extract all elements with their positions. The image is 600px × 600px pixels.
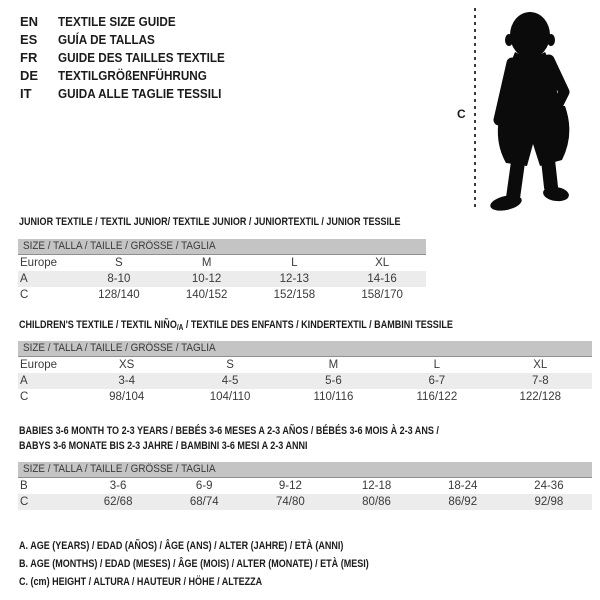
table-cell: S bbox=[115, 257, 123, 269]
table-row bbox=[18, 271, 426, 287]
table-cell: 80/86 bbox=[362, 496, 391, 508]
table-row bbox=[18, 255, 426, 271]
language-list bbox=[20, 13, 243, 103]
children-section-title-text bbox=[19, 319, 453, 332]
table-cell: 152/158 bbox=[273, 289, 316, 301]
language-row-en bbox=[20, 13, 243, 31]
footnote-c-text: C. (cm) HEIGHT / ALTURA / HAUTEUR / HÖHE / ALTEZZA bbox=[19, 576, 263, 588]
babies-size-header-bar bbox=[18, 462, 592, 478]
table-cell: 122/128 bbox=[519, 391, 562, 403]
table-cell: 128/140 bbox=[98, 289, 140, 301]
baby-silhouette-icon bbox=[485, 8, 593, 213]
children-section-title bbox=[19, 319, 548, 332]
table-cell: S bbox=[226, 359, 234, 371]
language-row-de bbox=[20, 67, 243, 85]
table-cell: 5-6 bbox=[325, 375, 342, 387]
children-size-header-text: SIZE / TALLA / TAILLE / GRÖSSE / TAGLIA bbox=[23, 342, 216, 354]
junior-section-title bbox=[19, 216, 484, 228]
footnote-a bbox=[19, 537, 446, 555]
table-cell: 7-8 bbox=[531, 375, 549, 387]
table-cell: 86/92 bbox=[448, 496, 478, 508]
babies-section-title bbox=[19, 424, 531, 454]
table-cell: 92/98 bbox=[534, 496, 564, 508]
language-title: GUÍA DE TALLAS bbox=[58, 32, 155, 47]
table-cell: 24-36 bbox=[534, 480, 564, 492]
children-size-header-bar bbox=[18, 341, 592, 357]
row-label: A bbox=[20, 273, 28, 285]
table-cell: 62/68 bbox=[103, 496, 133, 508]
row-label: C bbox=[20, 391, 29, 403]
height-dashed-line bbox=[474, 8, 476, 208]
children-size-table bbox=[18, 341, 592, 405]
table-row bbox=[18, 287, 426, 303]
height-measure-label: C bbox=[457, 107, 466, 121]
table-cell: M bbox=[201, 257, 212, 269]
table-cell: L bbox=[291, 257, 298, 269]
row-label: Europe bbox=[20, 257, 58, 269]
table-cell: 8-10 bbox=[107, 273, 131, 285]
row-label: A bbox=[20, 375, 28, 387]
row-label: C bbox=[20, 289, 29, 301]
language-code: FR bbox=[20, 50, 38, 65]
language-title: TEXTILE SIZE GUIDE bbox=[58, 14, 176, 29]
language-row-es bbox=[20, 31, 243, 49]
table-cell: 12-13 bbox=[279, 273, 310, 285]
language-code: EN bbox=[20, 14, 39, 29]
table-cell: XS bbox=[119, 359, 135, 371]
table-cell: M bbox=[328, 359, 339, 371]
language-title: GUIDE DES TAILLES TEXTILE bbox=[58, 50, 225, 65]
babies-size-header-text: SIZE / TALLA / TAILLE / GRÖSSE / TAGLIA bbox=[23, 463, 216, 475]
table-cell: 4-5 bbox=[221, 375, 239, 387]
table-cell: 3-6 bbox=[109, 480, 127, 492]
table-cell: 14-16 bbox=[367, 273, 397, 285]
table-row bbox=[18, 494, 592, 510]
title-subscript: /A bbox=[176, 323, 184, 332]
table-cell: 3-4 bbox=[118, 375, 135, 387]
table-cell: XL bbox=[375, 257, 390, 269]
table-cell: 158/170 bbox=[361, 289, 403, 301]
footnote-b-text: B. AGE (MONTHS) / EDAD (MESES) / ÂGE (MOIS) / ALTER (MONATE) / ETÀ (MESI) bbox=[19, 558, 369, 570]
language-row-it bbox=[20, 85, 243, 103]
junior-size-header-text: SIZE / TALLA / TAILLE / GRÖSSE / TAGLIA bbox=[23, 240, 216, 252]
table-cell: 98/104 bbox=[109, 391, 145, 403]
junior-section-title-text: JUNIOR TEXTILE / TEXTIL JUNIOR/ TEXTILE JUNIOR / JUNIORTEXTIL / JUNIOR TESSILE bbox=[19, 216, 401, 228]
table-cell: 6-7 bbox=[428, 375, 446, 387]
footnote-c bbox=[19, 573, 446, 591]
language-code: DE bbox=[20, 68, 39, 83]
table-cell: 10-12 bbox=[191, 273, 222, 285]
table-cell: XL bbox=[533, 359, 548, 371]
row-label: B bbox=[20, 480, 28, 492]
language-title: TEXTILGRÖßENFÜHRUNG bbox=[58, 68, 207, 83]
babies-section-title-line1: BABIES 3-6 MONTH TO 2-3 YEARS / BEBÉS 3-6 MESES A 2-3 AÑOS / BÉBÉS 3-6 MOIS À 2-3 ANS / bbox=[19, 425, 439, 437]
language-title: GUIDA ALLE TAGLIE TESSILI bbox=[58, 86, 222, 101]
language-row-fr bbox=[20, 49, 243, 67]
title-part: / TEXTILE DES ENFANTS / KINDERTEXTIL / BAMBINI TESSILE bbox=[183, 319, 453, 331]
babies-size-table bbox=[18, 462, 592, 510]
table-cell: 18-24 bbox=[447, 480, 478, 492]
footnote-a-text: A. AGE (YEARS) / EDAD (AÑOS) / ÂGE (ANS) / ALTER (JAHRE) / ETÀ (ANNI) bbox=[19, 540, 344, 552]
footnote-b bbox=[19, 555, 446, 573]
table-cell: 74/80 bbox=[276, 496, 305, 508]
junior-size-header-bar bbox=[18, 239, 426, 255]
table-cell: 68/74 bbox=[189, 496, 219, 508]
table-cell: 110/116 bbox=[313, 391, 354, 403]
table-cell: 116/122 bbox=[416, 391, 458, 403]
language-code: ES bbox=[20, 32, 38, 47]
table-row bbox=[18, 389, 592, 405]
table-cell: L bbox=[433, 359, 441, 371]
table-row bbox=[18, 357, 592, 373]
table-cell: 12-18 bbox=[361, 480, 392, 492]
babies-section-title-line2: BABYS 3-6 MONATE BIS 2-3 JAHRE / BAMBINI 3-6 MESI A 2-3 ANNI bbox=[19, 440, 308, 452]
language-code: IT bbox=[20, 86, 32, 101]
table-cell: 140/152 bbox=[185, 289, 228, 301]
row-label: Europe bbox=[20, 359, 58, 371]
junior-size-table bbox=[18, 239, 426, 303]
table-row bbox=[18, 373, 592, 389]
footnotes bbox=[19, 537, 446, 591]
table-cell: 9-12 bbox=[278, 480, 302, 492]
table-row bbox=[18, 478, 592, 494]
row-label: C bbox=[20, 496, 29, 508]
table-cell: 104/110 bbox=[209, 391, 251, 403]
title-part: CHILDREN'S TEXTILE / TEXTIL NIÑO bbox=[19, 319, 177, 331]
table-cell: 6-9 bbox=[195, 480, 213, 492]
